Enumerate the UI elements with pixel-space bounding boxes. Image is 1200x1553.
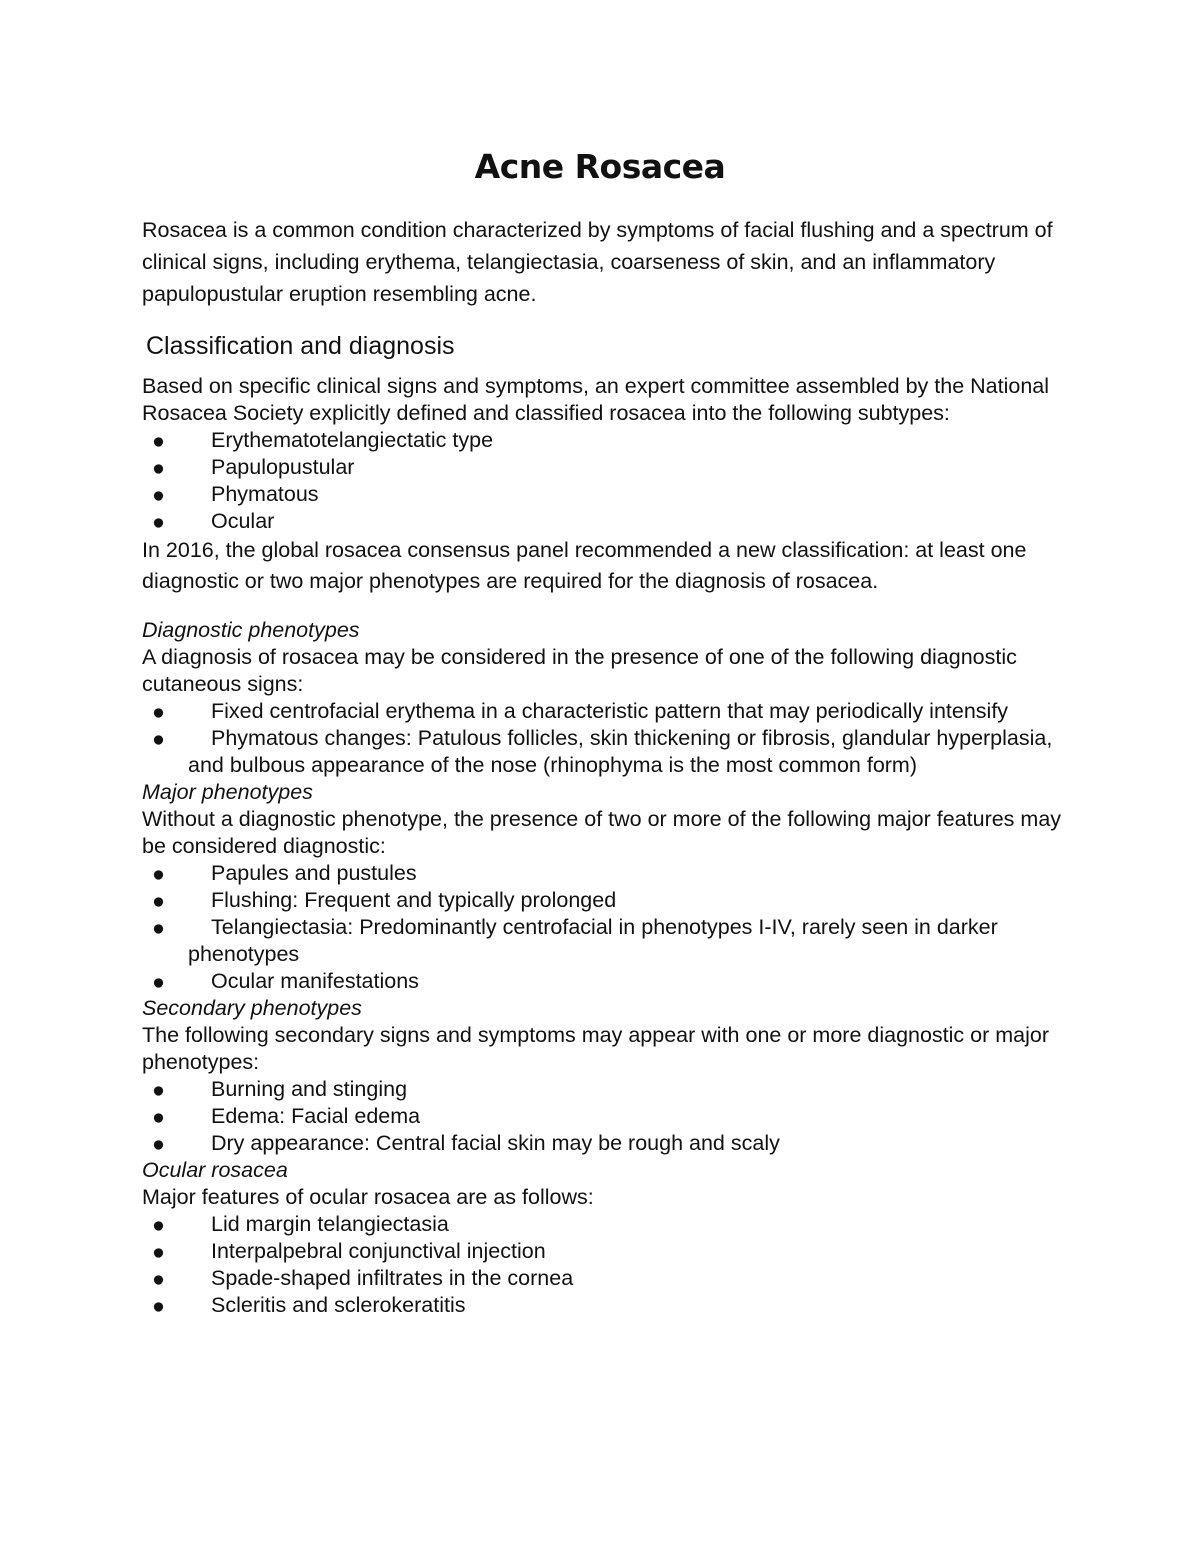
bullet-icon: ● [152, 862, 165, 886]
bullet-icon: ● [152, 510, 165, 534]
ocular-paragraph: Major features of ocular rosacea are as follows: [142, 1185, 594, 1209]
list-item: ● Dry appearance: Central facial skin may be rough and scaly [152, 1131, 780, 1156]
bullet-icon: ● [152, 970, 165, 994]
diagnostic-paragraph: A diagnosis of rosacea may be considered in the presence of one of the following diagnostic cutaneous signs: [142, 645, 1017, 696]
section-heading-classification: Classification and diagnosis [146, 332, 455, 360]
list-item: ● Telangiectasia: Predominantly centrofacial in phenotypes I-IV, rarely seen in darker phenotypes [152, 915, 998, 966]
major-list [142, 860, 1062, 995]
major-heading: Major phenotypes [142, 780, 313, 804]
list-item: ● Lid margin telangiectasia [152, 1212, 449, 1237]
bullet-icon: ● [152, 1078, 165, 1102]
bullet-icon: ● [152, 727, 165, 751]
list-item: ● Phymatous changes: Patulous follicles, skin thickening or fibrosis, glandular hyperplasia, and bulbous appearance of the nose (rhinophyma is the most common form) [152, 726, 1053, 777]
list-item: ● Phymatous [152, 482, 319, 507]
ocular-heading: Ocular rosacea [142, 1158, 288, 1182]
document-body [142, 373, 1062, 1319]
list-item: ● Burning and stinging [152, 1077, 408, 1102]
list-item: ● Scleritis and sclerokeratitis [152, 1293, 466, 1318]
secondary-heading: Secondary phenotypes [142, 996, 362, 1020]
secondary-paragraph: The following secondary signs and symptoms may appear with one or more diagnostic or major phenotypes: [142, 1023, 1050, 1074]
bullet-icon: ● [152, 700, 165, 724]
list-item: ● Papules and pustules [152, 861, 417, 886]
bullet-icon: ● [152, 1240, 165, 1264]
document-title: Acne Rosacea [474, 147, 726, 186]
list-item: ● Edema: Facial edema [152, 1104, 421, 1129]
bullet-icon: ● [152, 456, 165, 480]
diagnostic-heading: Diagnostic phenotypes [142, 618, 360, 642]
bullet-icon: ● [152, 1267, 165, 1291]
consensus-paragraph: In 2016, the global rosacea consensus panel recommended a new classification: at least one diagnostic or two major phenotypes are required for the diagnosis of rosacea. [142, 538, 1027, 593]
classification-paragraph: Based on specific clinical signs and symptoms, an expert committee assembled by the National Rosacea Society explicitly defined and classified rosacea into the following subtypes: [142, 374, 1050, 425]
list-item: ● Ocular [152, 509, 275, 534]
bullet-icon: ● [152, 1105, 165, 1129]
major-paragraph: Without a diagnostic phenotype, the presence of two or more of the following major features may be considered diagnostic: [142, 807, 1062, 858]
list-item: ● Fixed centrofacial erythema in a characteristic pattern that may periodically intensify [152, 699, 1009, 724]
bullet-icon: ● [152, 429, 165, 453]
bullet-icon: ● [152, 916, 165, 940]
bullet-icon: ● [152, 1294, 165, 1318]
list-item: ● Interpalpebral conjunctival injection [152, 1239, 546, 1264]
bullet-icon: ● [152, 483, 165, 507]
bullet-icon: ● [152, 1132, 165, 1156]
secondary-list [142, 1076, 1062, 1157]
list-item: ● Ocular manifestations [152, 969, 419, 994]
bullet-icon: ● [152, 1213, 165, 1237]
list-item: ● Papulopustular [152, 455, 355, 480]
diagnostic-list [142, 698, 1062, 779]
intro-paragraph: Rosacea is a common condition characterized by symptoms of facial flushing and a spectrum of clinical signs, including erythema, telangiectasia, coarseness of skin, and an inflammatory papulopustular eruption resembling acne. [142, 218, 1053, 306]
list-item: ● Spade-shaped infiltrates in the cornea [152, 1266, 574, 1291]
list-item: ● Erythematotelangiectatic type [152, 428, 494, 453]
ocular-list [142, 1211, 1062, 1319]
bullet-icon: ● [152, 889, 165, 913]
spacer [142, 597, 1062, 617]
subtype-list [142, 427, 1062, 535]
list-item: ● Flushing: Frequent and typically prolonged [152, 888, 617, 913]
